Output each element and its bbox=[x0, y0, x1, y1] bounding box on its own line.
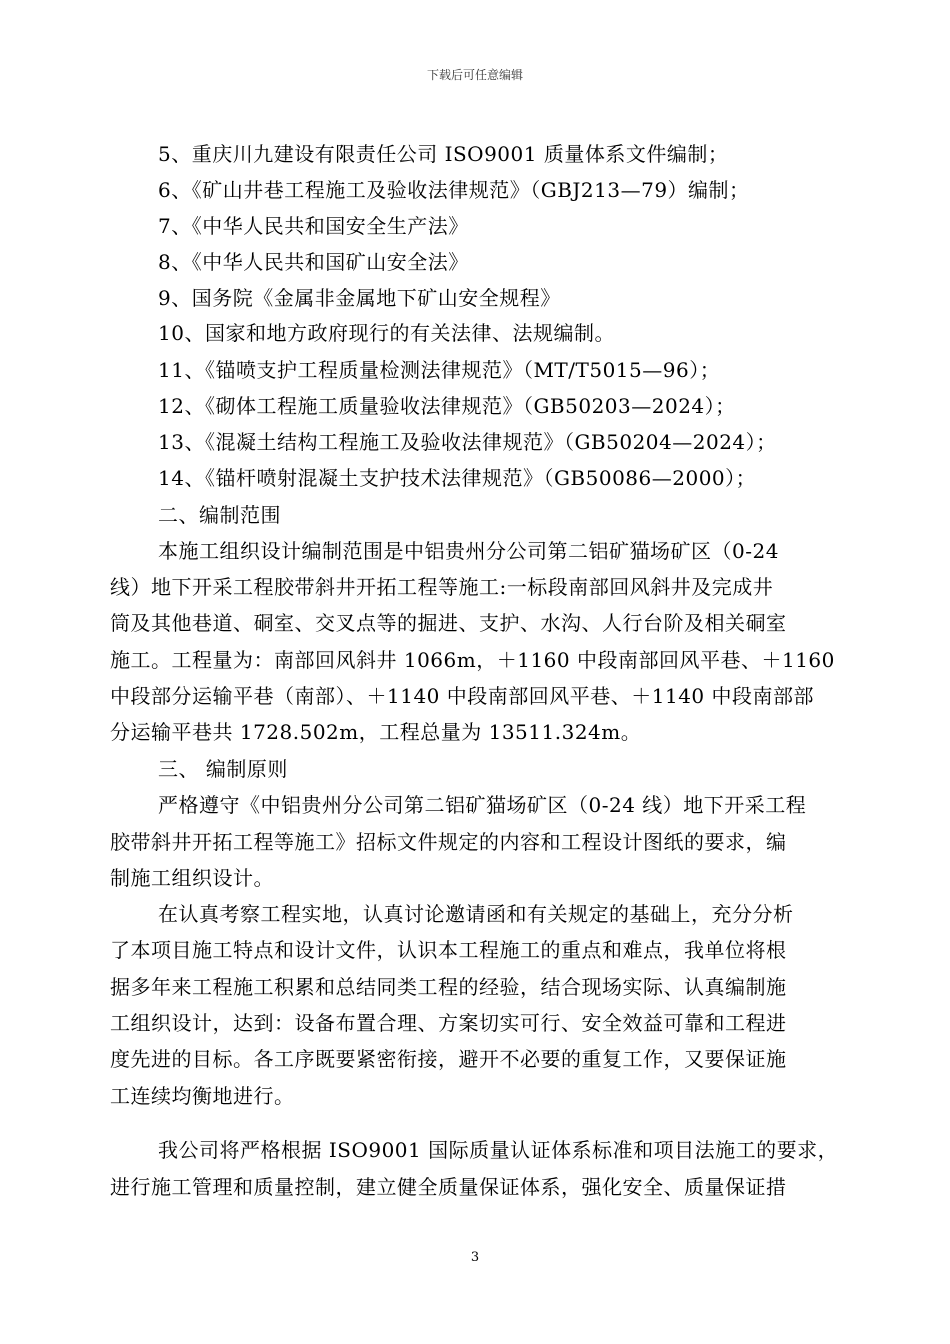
text-line: 据多年来工程施工积累和总结同类工程的经验，结合现场实际、认真编制施 bbox=[110, 975, 787, 999]
text-line: 11、《锚喷支护工程质量检测法律规范》（MT/T5015—96）； bbox=[158, 358, 721, 382]
page-number: 3 bbox=[470, 1250, 480, 1265]
text-line: 工连续均衡地进行。 bbox=[110, 1084, 295, 1108]
text-line: 9、国务院《金属非金属地下矿山安全规程》 bbox=[158, 286, 561, 310]
text-line: 在认真考察工程实地，认真讨论邀请函和有关规定的基础上，充分分析 bbox=[158, 902, 794, 926]
text-line: 严格遵守《中铝贵州分公司第二铝矿猫场矿区（0-24 线）地下开采工程 bbox=[158, 793, 807, 817]
text-line: 7、《中华人民共和国安全生产法》 bbox=[158, 214, 469, 238]
text-line: 14、《锚杆喷射混凝土支护技术法律规范》（GB50086—2000）； bbox=[158, 466, 757, 490]
text-line: 进行施工管理和质量控制，建立健全质量保证体系，强化安全、质量保证措 bbox=[110, 1175, 787, 1199]
text-line: 度先进的目标。各工序既要紧密衔接，避开不必要的重复工作，又要保证施 bbox=[110, 1047, 787, 1071]
text-line: 施工。工程量为：南部回风斜井 1066m，＋1160 中段南部回风平巷、＋1160 bbox=[110, 648, 835, 672]
section-heading: 三、 编制原则 bbox=[158, 757, 288, 781]
text-line: 6、《矿山井巷工程施工及验收法律规范》（GBJ213—79）编制； bbox=[158, 178, 750, 202]
text-line: 12、《砌体工程施工质量验收法律规范》（GB50203—2024）； bbox=[158, 394, 736, 418]
text-line: 本施工组织设计编制范围是中铝贵州分公司第二铝矿猫场矿区（0-24 bbox=[158, 539, 779, 563]
text-line: 中段部分运输平巷（南部）、＋1140 中段南部回风平巷、＋1140 中段南部部 bbox=[110, 684, 815, 708]
text-line: 10、国家和地方政府现行的有关法律、法规编制。 bbox=[158, 321, 615, 345]
text-line: 筒及其他巷道、硐室、交叉点等的掘进、支护、水沟、人行台阶及相关硐室 bbox=[110, 611, 787, 635]
section-heading: 二、编制范围 bbox=[158, 503, 281, 527]
text-line: 工组织设计，达到：设备布置合理、方案切实可行、安全效益可靠和工程进 bbox=[110, 1011, 787, 1035]
text-line: 线）地下开采工程胶带斜井开拓工程等施工:一标段南部回风斜井及完成井 bbox=[110, 575, 774, 599]
text-line: 制施工组织设计。 bbox=[110, 866, 274, 890]
text-line: 了本项目施工特点和设计文件，认识本工程施工的重点和难点，我单位将根 bbox=[110, 938, 787, 962]
text-line: 我公司将严格根据 ISO9001 国际质量认证体系标准和项目法施工的要求， bbox=[158, 1138, 839, 1162]
text-line: 8、《中华人民共和国矿山安全法》 bbox=[158, 250, 469, 274]
text-line: 胶带斜井开拓工程等施工》招标文件规定的内容和工程设计图纸的要求，编 bbox=[110, 830, 787, 854]
text-line: 5、重庆川九建设有限责任公司 ISO9001 质量体系文件编制； bbox=[158, 142, 729, 166]
text-line: 13、《混凝土结构工程施工及验收法律规范》（GB50204—2024）； bbox=[158, 430, 777, 454]
text-line: 分运输平巷共 1728.502m，工程总量为 13511.324m。 bbox=[110, 720, 642, 744]
page-header: 下载后可任意编辑 bbox=[426, 68, 523, 82]
